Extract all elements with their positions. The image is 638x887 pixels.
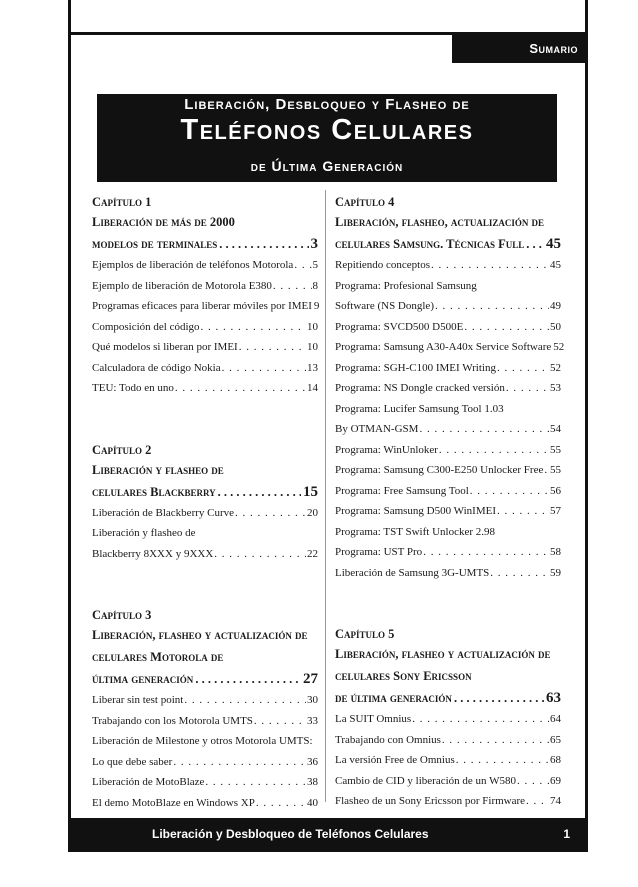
toc-entry-text: Programa: Samsung C300-E250 Unlocker Free: [335, 464, 544, 476]
toc-entry: [92, 378, 318, 399]
toc-left-column: [92, 193, 318, 854]
dot-leader: [544, 460, 549, 481]
toc-entry-text: Liberación de Milestone y otros Motorola UMTS:: [92, 735, 313, 747]
chapter-title-text: Liberación, flasheo y actualización de: [92, 628, 308, 642]
toc-entry-page: 22: [307, 547, 318, 560]
toc-entry-page: 13: [307, 361, 318, 374]
toc-entry-text: Trabajando con Omnius: [335, 733, 441, 746]
toc-entry: [92, 255, 318, 276]
toc-entry-page: 8: [312, 279, 318, 292]
dot-leader: [239, 337, 306, 358]
dot-leader: [294, 255, 311, 276]
toc-entry: [335, 419, 561, 440]
toc-entry: [92, 772, 318, 793]
chapter-title-text: celulares Blackberry: [92, 484, 216, 499]
dot-leader: [423, 542, 549, 563]
toc-entry-page: 52: [553, 341, 565, 353]
toc-entry: [335, 378, 561, 399]
chapter-title-line: [92, 646, 318, 668]
toc-right-column: [335, 193, 565, 812]
toc-entry: [335, 481, 561, 502]
toc-entry: [92, 752, 318, 773]
chapter-title-line: [335, 211, 561, 233]
toc-entry-text: Liberación de Blackberry Curve: [92, 506, 235, 519]
footer-title: Liberación y Desbloqueo de Teléfonos Celulares: [152, 827, 429, 841]
toc-entry-text: Ejemplo de liberación de Motorola E380: [92, 279, 272, 292]
toc-entry: [335, 709, 561, 730]
chapter-title-text: última generación: [92, 672, 194, 686]
toc-entry: [92, 337, 318, 358]
dot-leader: [454, 687, 544, 709]
chapter-spacer: [335, 583, 561, 604]
toc-entry-page: 36: [307, 755, 318, 768]
toc-entry-text: Cambio de CID y liberación de un W580: [335, 774, 516, 787]
chapter-spacer: [92, 564, 318, 585]
dot-leader: [506, 378, 549, 399]
dot-leader: [235, 503, 306, 524]
chapter-title-text: de última generación: [335, 691, 452, 705]
toc-entry-page: 30: [307, 694, 318, 706]
toc-entry: [335, 542, 561, 563]
dot-leader: [526, 791, 549, 812]
toc-entry: [335, 730, 561, 751]
title-line-2: Teléfonos Celulares: [180, 114, 474, 146]
toc-entry-page: 74: [550, 795, 561, 807]
chapter-label: Capítulo 4: [335, 195, 395, 209]
dot-leader: [218, 481, 301, 503]
chapter-spacer: [92, 585, 318, 606]
toc-entry: [92, 793, 318, 814]
toc-entry-text: Calculadora de código Nokia: [92, 361, 221, 374]
toc-entry-page: 55: [550, 443, 561, 456]
chapter-title-text: celulares Motorola de: [92, 650, 224, 664]
toc-entry-page: 59: [550, 566, 561, 579]
toc-entry-text: Composición del código: [92, 320, 200, 333]
toc-entry-text: Programa: Free Samsung Tool: [335, 484, 469, 497]
dot-leader: [456, 750, 549, 771]
chapter-title-line: [92, 211, 318, 233]
toc-entry-page: 57: [550, 505, 561, 517]
chapter-title-text: modelos de terminales: [92, 237, 218, 251]
chapter-title-text: Liberación de más de 2000: [92, 215, 235, 229]
toc-entry: [335, 501, 561, 522]
toc-entry-text: Programa: NS Dongle cracked versión: [335, 382, 505, 394]
toc-entry-text: Qué modelos si liberan por IMEI: [92, 341, 238, 353]
toc-entry: [335, 358, 561, 379]
toc-entry: [92, 276, 318, 297]
toc-entry: [335, 771, 561, 792]
toc-entry-text: Flasheo de un Sony Ericsson por Firmware: [335, 795, 526, 807]
chapter-title-line: [92, 668, 318, 690]
chapter-page: 63: [546, 690, 561, 706]
chapter-page: 45: [546, 236, 561, 252]
dot-leader: [490, 563, 549, 584]
chapter-title-text: celulares Sony Ericsson: [335, 669, 472, 683]
toc-entry-text: By OTMAN-GSM: [335, 423, 419, 435]
dot-leader: [254, 711, 306, 732]
toc-entry-page: 54: [550, 423, 561, 435]
toc-entry: [92, 544, 318, 565]
toc-entry-text: TEU: Todo en uno: [92, 382, 174, 394]
dot-leader: [419, 419, 549, 440]
toc-entry-text: Liberación de Samsung 3G-UMTS: [335, 566, 490, 579]
chapter-title-line: [92, 233, 318, 255]
chapter-label: Capítulo 2: [92, 442, 152, 457]
dot-leader: [435, 296, 549, 317]
toc-entry-page: 68: [550, 754, 561, 766]
toc-entry-text: Repitiendo conceptos: [335, 259, 431, 271]
toc-entry-page: 53: [550, 382, 561, 394]
toc-entry-text: Programas eficaces para liberar móviles por IMEI: [92, 300, 312, 312]
toc-entry: [335, 563, 561, 584]
toc-entry: [335, 255, 561, 276]
dot-leader: [273, 276, 312, 297]
page-footer: [68, 818, 588, 850]
chapter-label: Capítulo 3: [92, 608, 152, 622]
toc-entry-text: La SUIT Omnius: [335, 713, 412, 725]
chapter-title-line: [335, 687, 561, 709]
toc-entry-text: Programa: Profesional Samsung: [335, 279, 477, 292]
toc-entry: [92, 731, 318, 752]
toc-entry-page: 55: [550, 464, 561, 476]
toc-entry-text: Ejemplos de liberación de teléfonos Motorola: [92, 259, 294, 271]
chapter-spacer: [335, 604, 561, 625]
title-line-1: Liberación, Desbloqueo y Flasheo de: [184, 96, 470, 113]
toc-entry: [92, 711, 318, 732]
chapter-page: 27: [303, 671, 318, 687]
toc-entry: [92, 690, 318, 711]
toc-entry-page: 65: [550, 733, 561, 746]
toc-entry-page: 9: [313, 300, 320, 312]
toc-entry-text: Programa: Samsung D500 WinIMEI: [335, 505, 496, 517]
toc-entry: [335, 317, 561, 338]
toc-entry-page: 64: [550, 713, 561, 725]
toc-entry-page: 56: [550, 484, 561, 497]
dot-leader: [442, 730, 549, 751]
page-number: 1: [563, 827, 570, 841]
dot-leader: [431, 255, 549, 276]
toc-entry-text: Programa: WinUnloker: [335, 443, 438, 456]
toc-entry-text: Trabajando con los Motorola UMTS: [92, 714, 253, 727]
dot-leader: [175, 378, 306, 399]
dot-leader: [497, 358, 549, 379]
dot-leader: [173, 752, 306, 773]
chapter-title-line: [92, 459, 318, 481]
toc-entry-text: La versión Free de Omnius: [335, 754, 455, 766]
toc-entry-page: 40: [307, 796, 318, 809]
dot-leader: [412, 709, 549, 730]
toc-entry: [335, 522, 561, 543]
chapter-title-text: Liberación, flasheo, actualización de: [335, 215, 544, 229]
chapter-spacer: [92, 420, 318, 441]
dot-leader: [497, 501, 549, 522]
dot-leader: [256, 793, 306, 814]
toc-entry: [335, 276, 561, 297]
dot-leader: [214, 544, 306, 565]
toc-entry: [335, 296, 561, 317]
toc-entry: [335, 337, 565, 358]
toc-entry-text: El demo MotoBlaze en Windows XP: [92, 796, 255, 809]
chapter-page: 3: [310, 236, 318, 252]
toc-entry-text: Lo que debe saber: [92, 755, 173, 768]
toc-entry-text: Programa: UST Pro: [335, 546, 423, 558]
dot-leader: [470, 481, 549, 502]
toc-entry-text: Liberación y flasheo de: [92, 527, 196, 539]
toc-entry: [335, 460, 561, 481]
toc-entry-page: 14: [307, 382, 318, 394]
book-title-banner: [97, 94, 557, 182]
dot-leader: [526, 233, 544, 255]
toc-entry-page: 58: [550, 546, 561, 558]
chapter-label: Capítulo 1: [92, 195, 152, 209]
toc-entry: [92, 296, 318, 317]
section-tab: Sumario: [452, 35, 588, 63]
chapter-label: Capítulo 5: [335, 627, 395, 641]
toc-entry-page: 10: [307, 320, 318, 333]
title-line-3: de Última Generación: [250, 158, 404, 174]
toc-entry-text: Blackberry 8XXX y 9XXX: [92, 547, 214, 560]
dot-leader: [184, 690, 306, 711]
dot-leader: [517, 771, 549, 792]
chapter-title-text: celulares Samsung. Técnicas Full: [335, 237, 525, 251]
toc-entry-text: Programa: Lucifer Samsung Tool 1.03: [335, 402, 504, 415]
toc-entry-page: 45: [550, 259, 561, 271]
toc-entry-page: 33: [307, 714, 318, 727]
chapter-title-text: Liberación, flasheo y actualización de: [335, 647, 551, 661]
dot-leader: [464, 317, 549, 338]
toc-entry: [335, 791, 561, 812]
dot-leader: [219, 233, 308, 255]
toc-entry-text: Liberación de MotoBlaze: [92, 776, 205, 788]
toc-entry-page: 5: [312, 259, 318, 271]
chapter-title-line: [92, 481, 318, 503]
toc-entry: [335, 399, 561, 420]
toc-entry-page: 10: [307, 341, 318, 353]
toc-entry-page: 69: [550, 774, 561, 787]
dot-leader: [439, 440, 549, 461]
column-divider: [325, 190, 326, 802]
toc-entry: [92, 358, 318, 379]
chapter-title-line: [335, 643, 561, 665]
dot-leader: [195, 668, 301, 690]
chapter-spacer: [92, 399, 318, 420]
toc-entry: [92, 503, 318, 524]
toc-entry-page: 38: [307, 776, 318, 788]
toc-entry-page: 52: [550, 361, 561, 374]
chapter-title-text: Liberación y flasheo de: [92, 462, 224, 477]
toc-entry: [92, 317, 318, 338]
toc-entry: [92, 523, 318, 544]
toc-entry-text: Software (NS Dongle): [335, 300, 434, 312]
chapter-title-line: [92, 624, 318, 646]
chapter-page: 15: [303, 483, 318, 500]
toc-entry-text: Programa: SVCD500 D500E: [335, 320, 464, 333]
dot-leader: [205, 772, 306, 793]
dot-leader: [201, 317, 306, 338]
toc-entry-text: Programa: Samsung A30-A40x Service Software: [335, 341, 552, 353]
chapter-title-line: [335, 665, 561, 687]
toc-entry-text: Programa: TST Swift Unlocker 2.98: [335, 525, 495, 538]
toc-entry: [335, 750, 561, 771]
toc-entry-page: 50: [550, 320, 561, 333]
chapter-title-line: [335, 233, 561, 255]
toc-entry-page: 49: [550, 300, 561, 312]
dot-leader: [222, 358, 306, 379]
toc-entry-page: 20: [307, 506, 318, 519]
toc-entry: [335, 440, 561, 461]
toc-entry-text: Liberar sin test point: [92, 694, 184, 706]
toc-entry-text: Programa: SGH-C100 IMEI Writing: [335, 361, 496, 374]
